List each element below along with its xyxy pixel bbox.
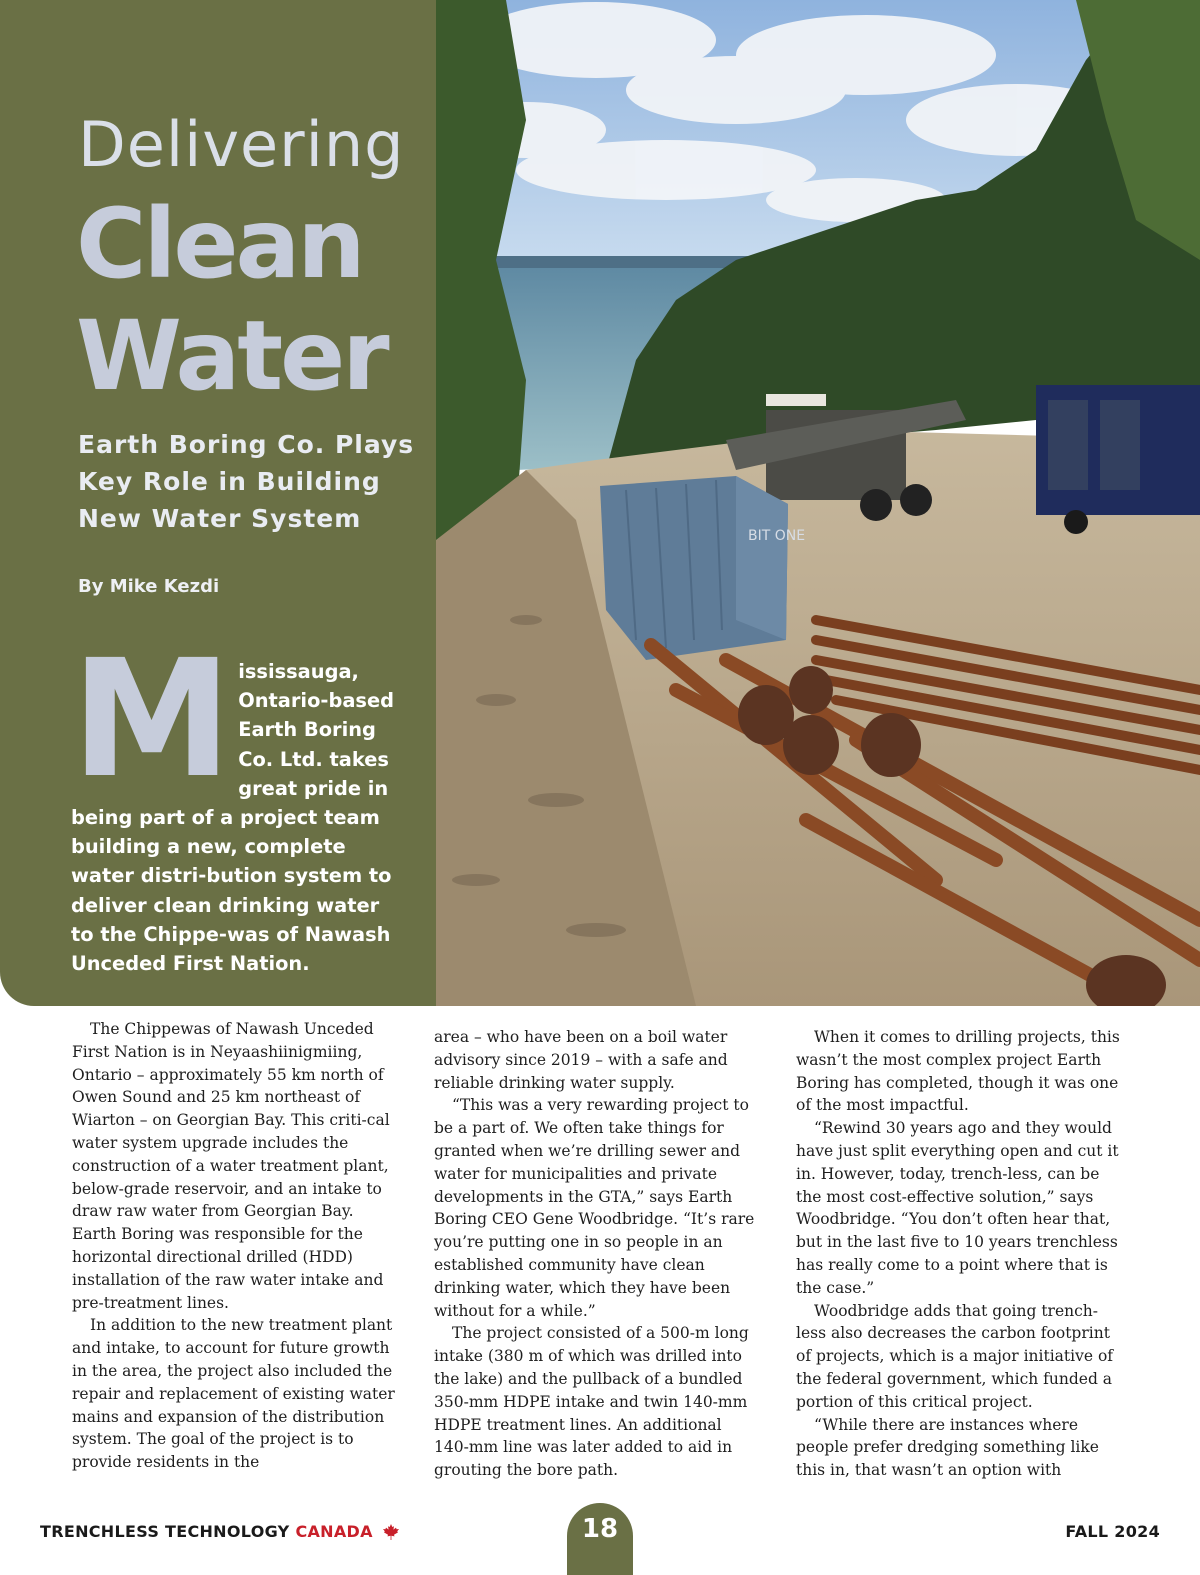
construction-site-illustration xyxy=(436,0,1200,1006)
footer-publication xyxy=(40,1522,399,1544)
hero-photo xyxy=(436,0,1200,1006)
issue-label: FALL 2024 xyxy=(1065,1522,1160,1541)
byline: By Mike Kezdi xyxy=(78,576,220,597)
headline-line-3: Water xyxy=(76,300,387,412)
lead-paragraph xyxy=(71,626,397,978)
body-paragraph: “This was a very rewarding project to be a part of. We often take things for granted when we’re drilling sewer and water for municipalities and private developments in the GTA,” says Earth Boring CEO Gene Woodbridge. “It’s rare you’re putting one in so people in an established community have clean drinking water, which they have been without for a while.” xyxy=(434,1096,755,1320)
article-subtitle: Earth Boring Co. Plays Key Role in Building New Water System xyxy=(78,430,415,533)
publication-name: TRENCHLESS TECHNOLOGY xyxy=(40,1522,290,1541)
body-column-1 xyxy=(72,1018,398,1474)
body-paragraph: The Chippewas of Nawash Unceded First Nation is in Neyaashiinigmiing, Ontario – approximately 55 km north of Owen Sound and 25 km northeast of Wiarton – on Georgian Bay. This criti-cal water system upgrade includes the construction of a water treatment plant, below-grade reservoir, and an intake to draw raw water from Georgian Bay. Earth Boring was responsible for the horizontal directional drilled (HDD) installation of the raw water intake and pre-treatment lines. xyxy=(72,1020,390,1312)
body-column-3 xyxy=(796,1026,1122,1482)
body-paragraph: In addition to the new treatment plant and intake, to account for future growth in the area, the project also included the repair and replacement of existing water mains and expansion of the distribution system. The goal of the project is to provide residents in the xyxy=(72,1316,395,1472)
publication-accent: CANADA xyxy=(295,1522,373,1541)
body-paragraph: The project consisted of a 500-m long intake (380 m of which was drilled into the lake) and the pullback of a bundled 350-mm HDPE intake and twin 140-mm HDPE treatment lines. An additional 140-mm line was later added to aid in grouting the bore path. xyxy=(434,1324,749,1480)
blue-trailer xyxy=(1036,385,1200,534)
headline-line-2: Clean xyxy=(76,188,363,300)
body-paragraph: area – who have been on a boil water advisory since 2019 – with a safe and reliable drinking water supply. xyxy=(434,1028,728,1092)
body-paragraph: “Rewind 30 years ago and they would have just split everything open and cut it in. However, today, trench-less, can be the most cost-effective solution,” says Woodbridge. “You don’t often hear that, but in the last five to 10 years trenchless has really come to a point where that is the case.” xyxy=(796,1119,1119,1297)
body-column-2 xyxy=(434,1026,760,1482)
lead-text: ississauga, Ontario-based Earth Boring Co. Ltd. takes great pride in being part of a project team building a new, complete water distri-bution system to deliver clean drinking water to the Chippe-was of Nawash Unceded First Nation. xyxy=(71,660,394,976)
body-paragraph: Woodbridge adds that going trench-less also decreases the carbon footprint of projects, which is a major initiative of the federal government, which funded a portion of this critical project. xyxy=(796,1301,1114,1411)
title-panel xyxy=(0,0,436,1006)
container-label: BIT ONE xyxy=(748,528,806,544)
drop-cap: M xyxy=(71,626,229,814)
shipping-container xyxy=(600,476,805,660)
body-paragraph: “While there are instances where people prefer dredging something like this in, that wasn’t an option with xyxy=(796,1415,1099,1480)
headline-line-1: Delivering xyxy=(78,108,405,181)
page-number: 18 xyxy=(567,1503,633,1575)
maple-leaf-icon xyxy=(383,1524,399,1544)
body-paragraph: When it comes to drilling projects, this wasn’t the most complex project Earth Boring has completed, though it was one of the most impactful. xyxy=(796,1028,1120,1115)
